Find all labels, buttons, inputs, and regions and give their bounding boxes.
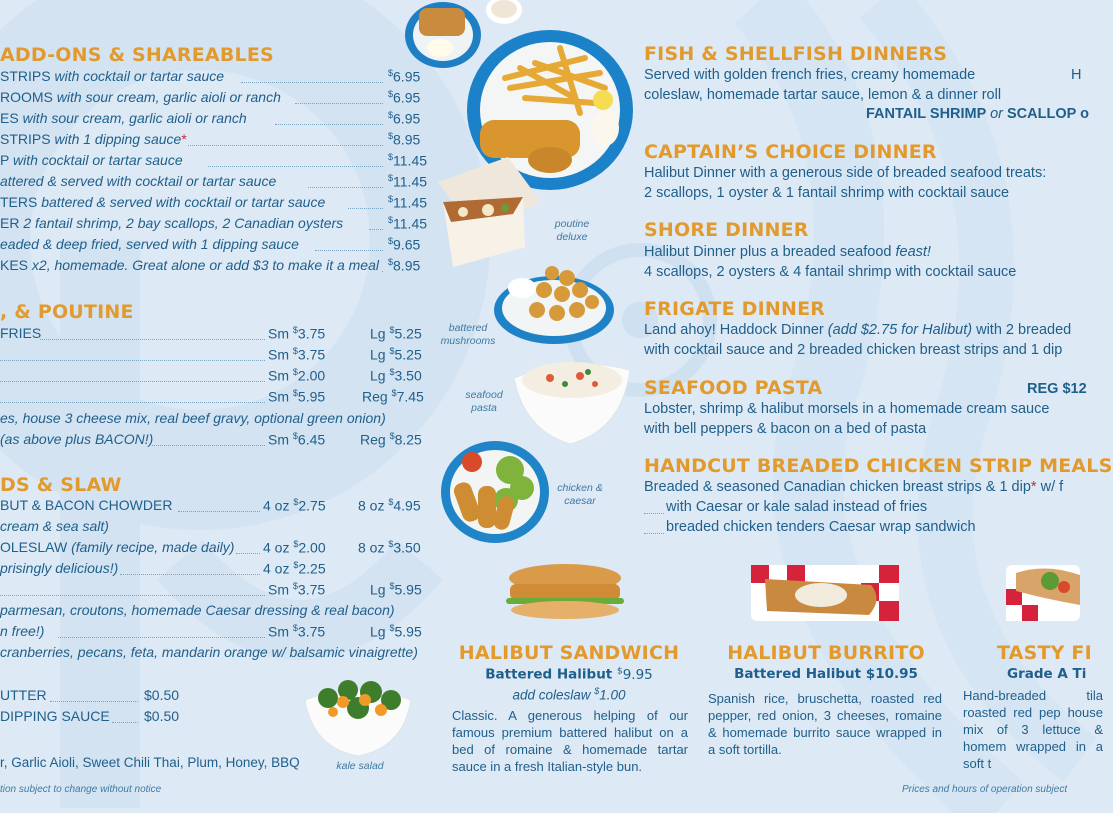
addon-row xyxy=(0,110,425,130)
item-name: BUT & BACON CHOWDER xyxy=(0,497,173,513)
addon-name: ROOMS xyxy=(0,89,53,105)
extras-list xyxy=(0,687,200,729)
coleslaw-addon: add coleslaw xyxy=(512,687,591,703)
addon-price xyxy=(388,215,427,232)
sandwich-addon xyxy=(455,686,683,703)
dot-leader xyxy=(58,637,265,638)
size-label: Lg xyxy=(370,623,386,640)
addon-text xyxy=(0,257,379,273)
dot-leader xyxy=(275,124,383,125)
chicken-line1 xyxy=(644,479,1063,495)
item-name: OLESLAW xyxy=(0,539,68,555)
left-footnote: tion subject to change without notice xyxy=(0,784,162,795)
addon-text xyxy=(0,131,187,147)
large-price xyxy=(370,367,422,384)
addon-description: eaded & deep fried, served with 1 dipping sauce xyxy=(0,236,299,252)
sandwich-heading: HALIBUT SANDWICH xyxy=(458,642,680,664)
currency-sign: $ xyxy=(292,325,298,335)
size-label: 8 oz xyxy=(358,497,385,514)
large-price xyxy=(358,539,421,556)
price-value: 11.45 xyxy=(393,215,428,232)
dot-leader xyxy=(241,82,383,83)
price-value: 4.95 xyxy=(393,497,421,514)
currency-sign: $ xyxy=(388,539,394,549)
addon-row xyxy=(0,173,428,193)
large-price xyxy=(370,581,422,598)
shore-line1 xyxy=(644,244,931,260)
chicken-leader-1 xyxy=(644,513,664,514)
addon-name: ES xyxy=(0,110,19,126)
item-note: prisingly delicious!) xyxy=(0,560,119,576)
price-value: 2.75 xyxy=(298,497,326,514)
fries-row xyxy=(0,346,430,366)
small-price xyxy=(268,431,325,448)
currency-sign: $ xyxy=(388,215,394,225)
price-value: 3.75 xyxy=(297,325,326,342)
small-price xyxy=(268,623,325,640)
sauce-cup-image xyxy=(484,0,524,31)
addon-text xyxy=(0,110,247,126)
extra-row xyxy=(0,708,200,728)
addon-price xyxy=(388,152,427,169)
addon-description: attered & served with cocktail or tartar sauce xyxy=(0,173,277,189)
size-label: Reg xyxy=(360,431,386,448)
small-price xyxy=(263,497,326,514)
addon-text xyxy=(0,173,276,189)
fish-dinners-line2: coleslaw, homemade tartar sauce, lemon & a dinner roll xyxy=(644,87,1002,103)
price-value: 3.75 xyxy=(297,346,326,363)
addon-price xyxy=(388,194,427,211)
price-value: 2.00 xyxy=(297,367,326,384)
regular-price xyxy=(360,431,422,448)
price-value: 11.45 xyxy=(393,173,428,190)
addon-text xyxy=(0,152,183,168)
size-label: Reg xyxy=(362,388,388,405)
addon-row xyxy=(0,257,425,277)
caesar-caption: chicken & caesar xyxy=(557,482,603,507)
currency-sign: $ xyxy=(389,325,395,335)
mushrooms-caption: battered mushrooms xyxy=(440,322,496,347)
currency-sign: $ xyxy=(389,623,395,633)
size-label: Sm xyxy=(268,431,289,448)
kale-text: n free!) xyxy=(0,623,45,639)
currency-sign: $ xyxy=(616,666,623,676)
price-value: 8.95 xyxy=(393,257,421,274)
extra-name: DIPPING SAUCE xyxy=(0,708,110,724)
small-price xyxy=(268,367,325,384)
dot-leader xyxy=(0,360,265,361)
chicken-caesar-plate-image xyxy=(440,440,550,550)
price-value: 2.25 xyxy=(298,560,326,577)
extra-name: UTTER xyxy=(0,687,47,703)
currency-sign: $ xyxy=(389,581,395,591)
dot-leader xyxy=(50,701,138,702)
price-value: 8.95 xyxy=(393,131,421,148)
kale-salad-bowl-image xyxy=(303,670,413,763)
price-value: 11.45 xyxy=(393,152,428,169)
chicken-text-a: Breaded & seasoned Canadian chicken breast strips & 1 dip xyxy=(644,479,1031,495)
chicken-line3: breaded chicken tenders Caesar wrap sandwich xyxy=(666,519,976,535)
large-price xyxy=(370,623,422,640)
price-value: 11.45 xyxy=(393,194,428,211)
size-label: 4 oz xyxy=(263,497,290,514)
frigate-heading: FRIGATE DINNER xyxy=(644,298,826,320)
price-value: 3.75 xyxy=(297,623,326,640)
addon-description: 2 fantail shrimp, 2 bay scallops, 2 Canadian oysters xyxy=(23,215,344,231)
pasta-line1: Lobster, shrimp & halibut morsels in a homemade cream sauce xyxy=(644,401,1050,417)
mushrooms-plate-image xyxy=(492,258,617,353)
currency-sign: $ xyxy=(292,581,298,591)
addon-text xyxy=(0,215,343,231)
sandwich-description: Classic. A generous helping of our famous premium battered halibut on a bed of romaine & homemade tartar sauce in a fresh Italian-style bun. xyxy=(452,708,688,774)
addon-row xyxy=(0,131,425,151)
shore-line2: 4 scallops, 2 oysters & 4 fantail shrimp with cocktail sauce xyxy=(644,264,1017,280)
row-text xyxy=(0,539,234,555)
currency-sign: $ xyxy=(292,431,298,441)
asterisk-mark: * xyxy=(1030,479,1037,495)
price-value: 3.50 xyxy=(394,367,422,384)
right-footnote: Prices and hours of operation subject xyxy=(902,784,1068,795)
currency-sign: $ xyxy=(293,539,299,549)
or-word: or xyxy=(990,106,1003,122)
frigate-line1 xyxy=(644,322,1071,338)
addon-name: P xyxy=(0,152,10,168)
addon-description: x2, homemade. Great alone or add $3 to make it a meal xyxy=(31,257,379,273)
chowder-heading: DS & SLAW xyxy=(0,474,122,496)
dot-leader xyxy=(120,574,260,575)
price-value: 6.95 xyxy=(393,110,421,127)
kale-note: cranberries, pecans, feta, mandarin orange w/ balsamic vinaigrette) xyxy=(0,644,418,660)
addon-price xyxy=(388,257,420,274)
size-label: Sm xyxy=(268,325,289,342)
pasta-heading: SEAFOOD PASTA xyxy=(644,377,823,399)
caesar-row xyxy=(0,581,430,601)
captain-line2: 2 scallops, 1 oyster & 1 fantail shrimp with cocktail sauce xyxy=(644,185,1010,201)
poutine-note: es, house 3 cheese mix, real beef gravy, optional green onion) xyxy=(0,410,386,426)
scallop-option: SCALLOP xyxy=(1007,106,1077,122)
large-price xyxy=(370,325,422,342)
frigate-line2: with cocktail sauce and 2 breaded chicken breast strips and 1 dip xyxy=(644,342,1063,358)
tasty-heading: TASTY FI xyxy=(997,642,1092,664)
currency-sign: $ xyxy=(391,388,397,398)
currency-sign: $ xyxy=(293,560,299,570)
addon-text xyxy=(0,194,325,210)
small-price xyxy=(268,581,325,598)
currency-sign: $ xyxy=(594,686,600,696)
addon-description: with sour cream, garlic aioli or ranch xyxy=(22,110,247,126)
dot-leader xyxy=(40,339,265,340)
poutine-bacon-row xyxy=(0,431,430,451)
dot-leader xyxy=(0,595,265,596)
addon-description: battered & served with cocktail or tartar sauce xyxy=(41,194,326,210)
size-label: Sm xyxy=(268,388,289,405)
size-label: Sm xyxy=(268,367,289,384)
addon-row xyxy=(0,68,425,88)
coleslaw-price: 1.00 xyxy=(599,687,626,703)
frigate-text-a: Land ahoy! Haddock Dinner xyxy=(644,322,828,338)
addon-name: KES xyxy=(0,257,29,273)
dot-leader xyxy=(152,445,265,446)
halibut-sandwich-image xyxy=(500,562,630,629)
price-value: 5.95 xyxy=(297,388,326,405)
currency-sign: $ xyxy=(292,623,298,633)
currency-sign: $ xyxy=(388,68,394,78)
addon-text xyxy=(0,236,299,252)
halibut-burrito-image xyxy=(751,565,899,626)
dot-leader xyxy=(348,208,383,209)
dot-leader xyxy=(208,166,383,167)
fries-heading: , & POUTINE xyxy=(0,301,134,323)
addon-text xyxy=(0,89,281,105)
kale-caption: kale salad xyxy=(336,760,384,772)
currency-sign: $ xyxy=(292,346,298,356)
currency-sign: $ xyxy=(293,497,299,507)
asterisk-mark: * xyxy=(181,131,187,147)
size-label: Sm xyxy=(268,623,289,640)
size-label: Lg xyxy=(370,325,386,342)
addon-row xyxy=(0,152,428,172)
large-price xyxy=(370,346,422,363)
currency-sign: $ xyxy=(389,367,395,377)
addon-description: with 1 dipping sauce xyxy=(54,131,182,147)
price-value: 9.65 xyxy=(393,236,421,253)
small-price xyxy=(268,388,325,405)
price-value: 6.45 xyxy=(297,431,326,448)
addon-row xyxy=(0,236,425,256)
currency-sign: $ xyxy=(389,431,395,441)
addon-name: TERS xyxy=(0,194,38,210)
price-value: 5.95 xyxy=(394,623,422,640)
row-text xyxy=(0,560,118,576)
currency-sign: $ xyxy=(388,110,394,120)
addon-price xyxy=(388,131,420,148)
dot-leader xyxy=(0,402,265,403)
shore-heading: SHORE DINNER xyxy=(644,219,809,241)
dot-leader xyxy=(178,511,260,512)
addon-price xyxy=(388,89,420,106)
currency-sign: $ xyxy=(389,346,395,356)
addon-price xyxy=(388,173,427,190)
addon-description: with cocktail or tartar sauce xyxy=(12,152,183,168)
price-value: 5.25 xyxy=(394,346,422,363)
sandwich-subtitle xyxy=(455,666,683,683)
sandwich-sub-text: Battered Halibut xyxy=(485,666,613,683)
dot-leader xyxy=(188,145,383,146)
dot-leader xyxy=(369,229,384,230)
extra-row xyxy=(0,687,200,707)
currency-sign: $ xyxy=(388,173,394,183)
addon-price xyxy=(388,110,420,127)
poutine-bacon-text: (as above plus BACON!) xyxy=(0,431,154,447)
frigate-text-c: with 2 breaded xyxy=(972,322,1072,338)
size-label: Lg xyxy=(370,581,386,598)
currency-sign: $ xyxy=(388,194,394,204)
dot-leader xyxy=(308,187,383,188)
fries-name: FRIES xyxy=(0,325,42,341)
currency-sign: $ xyxy=(388,497,394,507)
addon-name: STRIPS xyxy=(0,131,51,147)
size-label: 4 oz xyxy=(263,539,290,556)
chowder-row xyxy=(0,560,430,580)
addon-row xyxy=(0,215,428,235)
burrito-description: Spanish rice, bruschetta, roasted red pepper, red onion, 3 cheeses, romaine & homemade burrito sauce wrapped in a soft tortilla. xyxy=(708,691,942,757)
addon-row xyxy=(0,89,425,109)
shore-line1-text: Halibut Dinner plus a breaded seafood xyxy=(644,244,896,260)
small-price xyxy=(263,560,326,577)
seafood-pasta-bowl-image xyxy=(510,348,635,453)
price-value: 7.45 xyxy=(396,388,424,405)
tasty-wrap-image xyxy=(1006,565,1080,626)
small-price xyxy=(268,346,325,363)
size-label: 8 oz xyxy=(358,539,385,556)
tasty-description: Hand-breaded tila roasted red pep house mix of 3 lettuce & homem wrapped in a soft t xyxy=(963,688,1103,771)
pasta-reg-price: REG $12 xyxy=(1027,381,1087,397)
captain-heading: CAPTAIN’S CHOICE DINNER xyxy=(644,141,937,163)
fries-row xyxy=(0,388,430,408)
price-value: 2.00 xyxy=(298,539,326,556)
price-value: 3.75 xyxy=(297,581,326,598)
size-label: Lg xyxy=(370,367,386,384)
dot-leader xyxy=(112,722,138,723)
frigate-halibut-note: (add $2.75 for Halibut) xyxy=(827,322,973,338)
row-text xyxy=(0,497,172,513)
shore-feast: feast! xyxy=(895,244,931,260)
burrito-subtitle: Battered Halibut $10.95 xyxy=(734,666,918,682)
chicken-line2: with Caesar or kale salad instead of fries xyxy=(666,499,928,515)
kale-row xyxy=(0,623,430,643)
addon-name: STRIPS xyxy=(0,68,51,84)
fish-dinners-heading: FISH & SHELLFISH DINNERS xyxy=(644,43,948,65)
addon-name: ER xyxy=(0,215,20,231)
extra-price: $0.50 xyxy=(144,687,180,703)
addons-heading: ADD-ONS & SHAREABLES xyxy=(0,44,274,66)
size-label: Sm xyxy=(268,581,289,598)
addon-text xyxy=(0,68,224,84)
fish-dinners-line1: Served with golden french fries, creamy homemade xyxy=(644,67,976,83)
price-value: 6.95 xyxy=(393,89,421,106)
pasta-line2: with bell peppers & bacon on a bed of pasta xyxy=(644,421,927,437)
price-value: 5.95 xyxy=(394,581,422,598)
chicken-leader-2 xyxy=(644,533,664,534)
caesar-note: parmesan, croutons, homemade Caesar dressing & real bacon) xyxy=(0,602,395,618)
fantail-shrimp-option: FANTAIL SHRIMP xyxy=(866,106,987,122)
chicken-heading: HANDCUT BREADED CHICKEN STRIP MEALS xyxy=(644,455,1113,477)
chowder-note: cream & sea salt) xyxy=(0,518,109,534)
size-label: Sm xyxy=(268,346,289,363)
dot-leader xyxy=(0,381,265,382)
extra-price: $0.50 xyxy=(144,708,180,724)
addon-description: with sour cream, garlic aioli or ranch xyxy=(56,89,281,105)
chowder-row xyxy=(0,539,430,559)
currency-sign: $ xyxy=(388,131,394,141)
currency-sign: $ xyxy=(292,388,298,398)
poutine-caption: poutine deluxe xyxy=(554,218,590,243)
tasty-subtitle: Grade A Ti xyxy=(1007,666,1087,682)
addon-row xyxy=(0,194,428,214)
currency-sign: $ xyxy=(292,367,298,377)
captain-line1: Halibut Dinner with a generous side of breaded seafood treats: xyxy=(644,165,1047,181)
fries-list xyxy=(0,325,430,455)
dot-leader xyxy=(295,103,383,104)
chowder-row xyxy=(0,497,430,517)
sauce-list: r, Garlic Aioli, Sweet Chili Thai, Plum, Honey, BBQ xyxy=(0,755,300,770)
addon-description: with cocktail or tartar sauce xyxy=(54,68,225,84)
chicken-text-b: w/ f xyxy=(1036,479,1064,495)
price-value: 6.95 xyxy=(393,68,421,85)
price-value: 8.25 xyxy=(394,431,422,448)
price-value: 3.50 xyxy=(393,539,421,556)
fries-row xyxy=(0,367,430,387)
burrito-heading: HALIBUT BURRITO xyxy=(727,642,925,664)
price-value: 5.25 xyxy=(394,325,422,342)
large-price xyxy=(362,388,424,405)
large-price xyxy=(358,497,421,514)
item-note: (family recipe, made daily) xyxy=(71,539,235,555)
pasta-caption: seafood pasta xyxy=(465,389,503,414)
option-cut: o xyxy=(1080,106,1089,122)
addon-price xyxy=(388,236,420,253)
currency-sign: $ xyxy=(388,236,394,246)
fish-dinners-options xyxy=(866,106,1089,122)
currency-sign: $ xyxy=(388,257,394,267)
dot-leader xyxy=(382,271,383,272)
small-price xyxy=(263,539,326,556)
size-label: Lg xyxy=(370,346,386,363)
currency-sign: $ xyxy=(388,89,394,99)
dot-leader xyxy=(236,553,260,554)
sandwich-price: 9.95 xyxy=(622,666,653,683)
addons-list xyxy=(0,68,428,278)
small-price xyxy=(268,325,325,342)
fish-dinners-cut: H xyxy=(1071,67,1082,83)
currency-sign: $ xyxy=(388,152,394,162)
dot-leader xyxy=(315,250,383,251)
size-label: 4 oz xyxy=(263,560,290,577)
chowder-list xyxy=(0,497,430,667)
fries-row xyxy=(0,325,430,345)
